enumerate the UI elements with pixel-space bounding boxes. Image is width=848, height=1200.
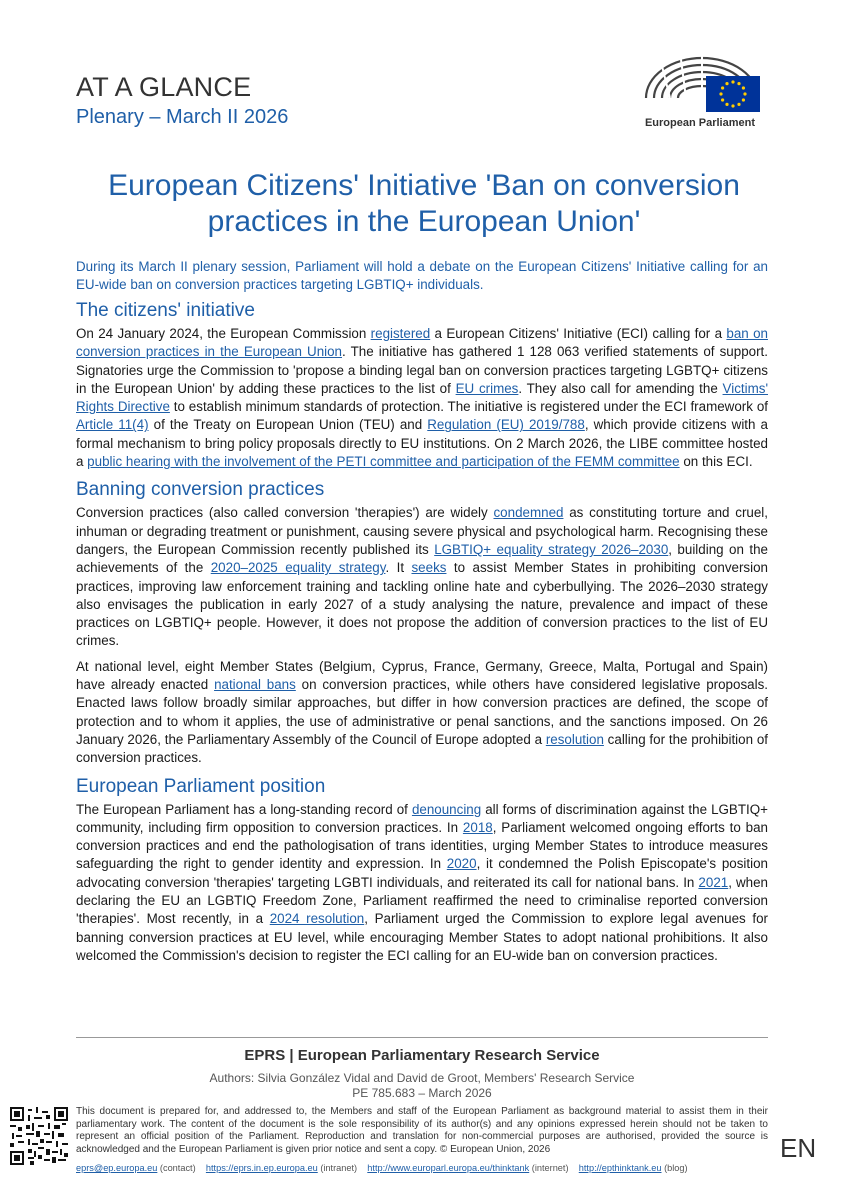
section-heading-banning: Banning conversion practices	[76, 479, 325, 501]
publication-subtitle: Plenary – March II 2026	[76, 106, 289, 128]
link-victims-directive[interactable]: Victims' Rights Directive	[76, 380, 769, 415]
contact-note: (intranet)	[320, 1163, 358, 1173]
paragraph: At national level, eight Member States (Belgium, Cyprus, France, Germany, Greece, Malta, Portugal and Spain) have already enacted national bans on conversion practices, while others have considered legislative proposals. Enacted laws follow broadly similar approaches, but differ in how conversion practices are defined, the scope of protection and to whom it applies, the use of administrative or penal sanctions, and the sanctions imposed. On 26 January 2026, the Parliamentary Assembly of the Council of Europe adopted a resolution calling for the prohibition of conversion practices.	[76, 658, 769, 766]
link-equality-strategy-2020[interactable]: 2020–2025 equality strategy	[210, 560, 386, 576]
paragraph: Conversion practices (also called conversion 'therapies') are widely condemned as constituting torture and cruel, inhuman or degrading treatment or punishment, causing severe physical and psychological harm. Recognising these dangers, the European Commission recently published its LGBTIQ+ equality strategy 2026–2030, building on the achievements of the 2020–2025 equality strategy. It seeks to assist Member States in prohibiting conversion practices, improving law enforcement training and tackling online hate and cyberbullying. The 2026–2030 strategy also envisages the publication in early 2027 of a study analysing the nature, prevalence and impact of these practices on LGBTIQ+ people. However, it does not propose the addition of conversion practices to the list of EU crimes.	[76, 505, 768, 649]
contact-email-link[interactable]: eprs@ep.europa.eu	[76, 1163, 158, 1173]
link-article-11-4[interactable]: Article 11(4)	[76, 417, 149, 433]
contact-note: (contact)	[159, 1163, 196, 1173]
link-eu-crimes[interactable]: EU crimes	[455, 380, 519, 396]
link-equality-strategy-2026[interactable]: LGBTIQ+ equality strategy 2026–2030	[434, 541, 669, 557]
link-2021[interactable]: 2021	[698, 874, 729, 890]
link-eci-page[interactable]: ban on conversion practices in the European Union	[76, 326, 768, 360]
intro-paragraph: During its March II plenary session, Parliament will hold a debate on the European Citizens' Initiative calling for an EU-wide ban on conversion practices targeting LGBTIQ+ individuals.	[76, 259, 768, 292]
footer-divider	[76, 1037, 768, 1038]
link-seeks[interactable]: seeks	[411, 560, 447, 576]
main-content	[76, 258, 768, 972]
intranet-link[interactable]: https://eprs.in.ep.europa.eu	[205, 1163, 318, 1173]
contact-note: (blog)	[664, 1163, 688, 1173]
qr-code-icon	[10, 1107, 68, 1165]
link-denouncing[interactable]: denouncing	[411, 801, 482, 817]
link-regulation[interactable]: Regulation (EU) 2019/788	[427, 417, 585, 433]
internet-link[interactable]: http://www.europarl.europa.eu/thinktank	[367, 1163, 530, 1173]
paragraph: The European Parliament has a long-standing record of denouncing all forms of discrimination against the LGBTIQ+ community, including firm opposition to conversion practices. In 2018, Parliament welcomed ongoing efforts to ban conversion practices and end the pathologisation of trans identities, urging Member States to introduce measures safeguarding the right to gender identity and expression. In 2020, it condemned the Polish Episcopate's position advocating conversion 'therapies' targeting LGBTI individuals, and reiterated its call for national bans. In 2021, when declaring the EU an LGBTIQ Freedom Zone, Parliament reaffirmed the need to criminalise reported conversion 'therapies'. Most recently, in a 2024 resolution, Parliament urged the Commission to explore legal avenues for banning conversion practices at EU level, while encouraging Member States to adopt national prohibitions. It also welcomed the Commission's decision to register the ECI calling for an EU-wide ban on conversion practices.	[76, 801, 769, 963]
service-name: EPRS | European Parliamentary Research Service	[244, 1047, 600, 1064]
publication-type: AT A GLANCE	[76, 72, 252, 102]
link-2020[interactable]: 2020	[446, 856, 477, 872]
link-resolution[interactable]: resolution	[545, 731, 604, 747]
link-public-hearing[interactable]: public hearing with the involvement of the PETI committee and participation of the FEMM committee	[87, 454, 680, 470]
disclaimer: This document is prepared for, and addressed to, the Members and staff of the European Parliament as background material to assist them in their parliamentary work. The content of the document is the sole responsibility of its author(s) and any opinions expressed herein should not be taken to represent an official position of the Parliament. Reproduction and translation for non-commercial purposes are authorised, provided the source is acknowledged and the European Parliament is given prior notice and sent a copy. © European Union, 2026	[76, 1106, 768, 1155]
link-registered[interactable]: registered	[370, 326, 431, 341]
contact-links	[76, 1163, 776, 1173]
link-2024-resolution[interactable]: 2024 resolution	[269, 911, 365, 927]
section-heading-citizens-initiative: The citizens' initiative	[76, 300, 255, 321]
contact-note: (internet)	[531, 1163, 569, 1173]
language-code: EN	[780, 1133, 817, 1163]
document-title: European Citizens' Initiative 'Ban on conversion practices in the European Union'	[108, 169, 740, 238]
paragraph: On 24 January 2024, the European Commission registered a European Citizens' Initiative (ECI) calling for a ban on conversion practices in the European Union. The initiative has gathered 1 128 063 verified statements of support. Signatories urge the Commission to 'propose a binding legal ban on conversion practices targeting LGBTQ+ citizens in the European Union' by adding these practices to the list of EU crimes. They also call for amending the Victims' Rights Directive to establish minimum standards of protection. The initiative is registered under the ECI framework of Article 11(4) of the Treaty on European Union (TEU) and Regulation (EU) 2019/788, which provide citizens with a formal mechanism to bring policy proposals directly to EU institutions. On 2 March 2026, the LIBE committee hosted a public hearing with the involvement of the PETI committee and participation of the FEMM committee on this ECI.	[76, 326, 769, 470]
logo-label: European Parliament	[644, 117, 756, 129]
link-national-bans[interactable]: national bans	[214, 677, 296, 693]
blog-link[interactable]: http://epthinktank.eu	[578, 1163, 662, 1173]
authors-line: Authors: Silvia González Vidal and David de Groot, Members' Research Service	[209, 1071, 635, 1085]
link-condemned[interactable]: condemned	[493, 505, 564, 521]
reference-number: PE 785.683 – March 2026	[352, 1086, 492, 1100]
link-2018[interactable]: 2018	[462, 819, 493, 835]
section-heading-ep-position: European Parliament position	[76, 775, 326, 797]
